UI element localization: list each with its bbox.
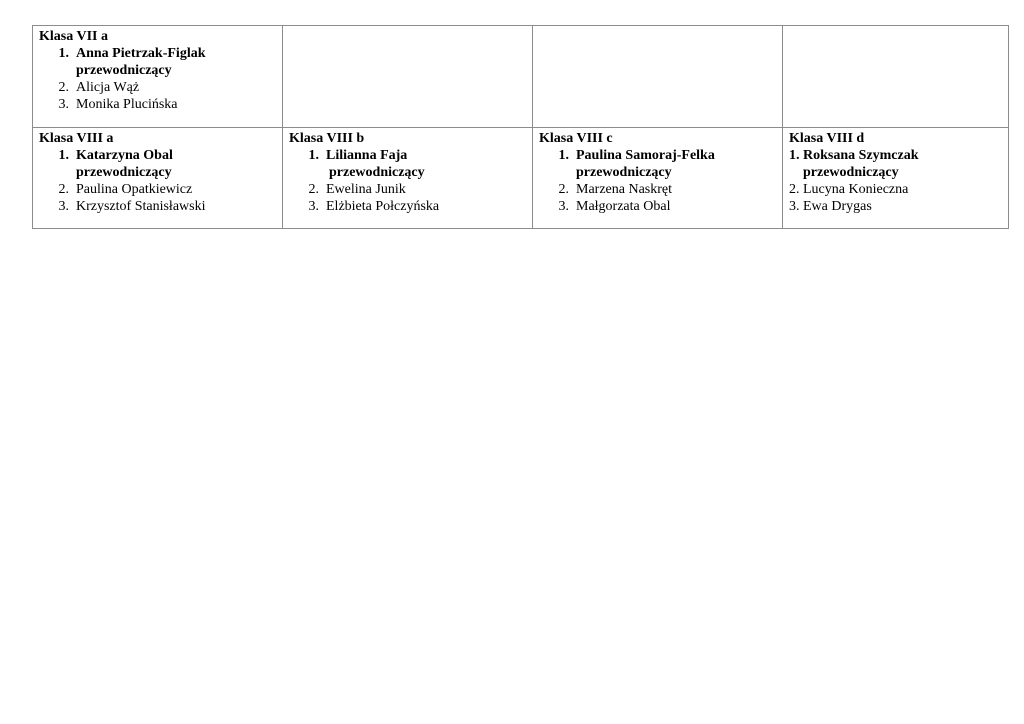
list-number: 3. — [58, 97, 69, 112]
table-row — [33, 26, 1009, 128]
class-cell-7a — [33, 26, 283, 128]
member-name: Elżbieta Połczyńska — [326, 199, 440, 214]
member-name: Ewa Drygas — [803, 199, 872, 214]
chair-role: przewodniczący — [329, 165, 425, 180]
list-number: 1. — [58, 46, 69, 61]
table-row — [33, 128, 1009, 229]
member-name: Lucyna Konieczna — [803, 182, 909, 197]
list-item — [39, 45, 276, 79]
member-name: Ewelina Junik — [326, 182, 406, 197]
chair-role: przewodniczący — [76, 63, 172, 78]
list-item — [539, 181, 776, 198]
list-item — [39, 147, 276, 181]
member-list — [789, 147, 1002, 215]
member-name: Małgorzata Obal — [576, 199, 671, 214]
list-item — [539, 147, 776, 181]
list-number: 2. — [308, 182, 319, 197]
class-title: Klasa VIII c — [539, 131, 613, 146]
member-name: Paulina Opatkiewicz — [76, 182, 193, 197]
class-cell-8a — [33, 128, 283, 229]
list-number: 3. — [58, 199, 69, 214]
list-item — [39, 96, 276, 113]
class-committees-table — [32, 25, 1009, 229]
member-name: Monika Plucińska — [76, 97, 178, 112]
class-cell-8b — [283, 128, 533, 229]
chair-name: Anna Pietrzak-Figlak — [76, 46, 206, 61]
member-list — [39, 147, 276, 215]
member-name: Alicja Wąż — [76, 80, 140, 95]
member-list — [39, 45, 276, 113]
list-number: 1. — [789, 148, 800, 163]
list-item — [539, 198, 776, 215]
list-item — [39, 79, 276, 96]
list-number: 2. — [58, 80, 69, 95]
list-item — [289, 147, 526, 181]
class-title: Klasa VII a — [39, 29, 108, 44]
class-title: Klasa VIII a — [39, 131, 114, 146]
chair-role: przewodniczący — [803, 165, 899, 180]
class-cell-8c — [533, 128, 783, 229]
list-number: 2. — [558, 182, 569, 197]
list-item — [289, 181, 526, 198]
chair-name: Katarzyna Obal — [76, 148, 173, 163]
empty-cell — [283, 26, 533, 128]
chair-name: Roksana Szymczak — [803, 148, 919, 163]
chair-role: przewodniczący — [76, 165, 172, 180]
member-name: Marzena Naskręt — [576, 182, 673, 197]
list-number: 1. — [308, 148, 319, 163]
list-number: 3. — [308, 199, 319, 214]
chair-name: Lilianna Faja — [326, 148, 408, 163]
empty-cell — [533, 26, 783, 128]
member-list — [289, 147, 526, 215]
empty-cell — [783, 26, 1009, 128]
class-title: Klasa VIII b — [289, 131, 365, 146]
list-item — [39, 181, 276, 198]
list-item — [789, 147, 1002, 181]
class-cell-8d — [783, 128, 1009, 229]
list-number: 2. — [58, 182, 69, 197]
list-item — [789, 198, 1002, 215]
list-number: 2. — [789, 182, 800, 197]
chair-role: przewodniczący — [576, 165, 672, 180]
class-title: Klasa VIII d — [789, 131, 865, 146]
member-name: Krzysztof Stanisławski — [76, 199, 206, 214]
list-number: 1. — [558, 148, 569, 163]
list-number: 1. — [58, 148, 69, 163]
chair-name: Paulina Samoraj-Felka — [576, 148, 715, 163]
list-item — [789, 181, 1002, 198]
list-item — [39, 198, 276, 215]
list-number: 3. — [789, 199, 800, 214]
list-number: 3. — [558, 199, 569, 214]
list-item — [289, 198, 526, 215]
member-list — [539, 147, 776, 215]
